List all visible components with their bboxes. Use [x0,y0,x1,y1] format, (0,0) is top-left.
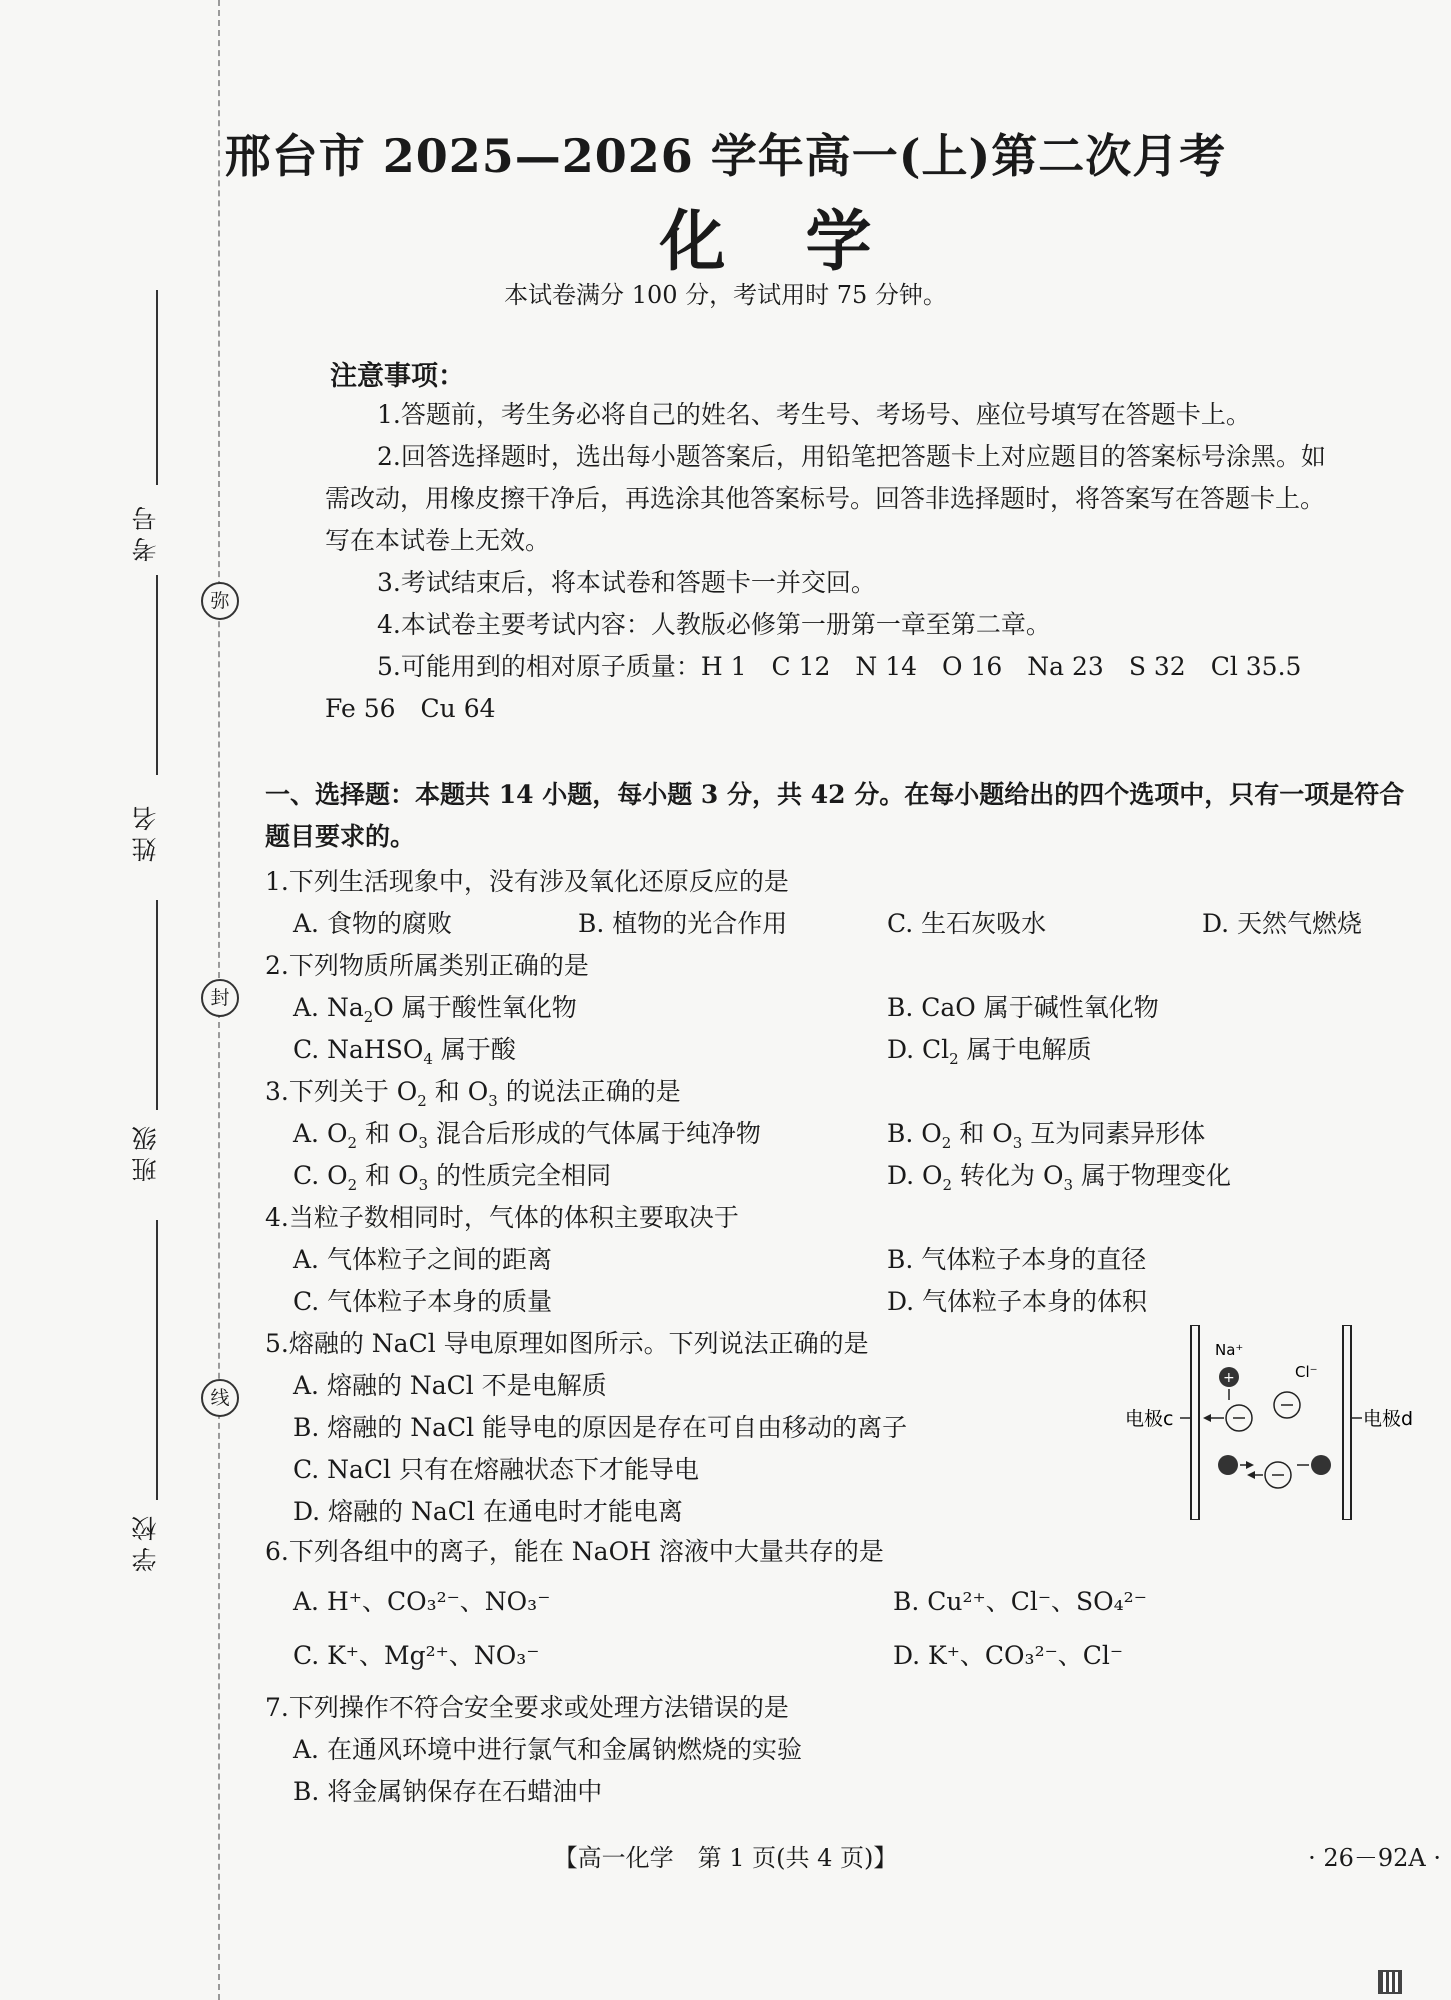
notice-heading: 注意事项： [330,361,465,392]
q3-option-d: D. $O_2$ 转化为 $O_3$ 属于物理变化 [887,1161,1231,1194]
q2-option-b: B. CaO 属于碱性氧化物 [887,993,1159,1022]
school-line [156,1220,158,1500]
electrode-c-label: 电极c [1125,1408,1174,1430]
subject-title: 化学 [659,202,952,280]
exam-info: 本试卷满分 100 分，考试用时 75 分钟。 [504,281,947,309]
electrode-d [1343,1325,1351,1520]
molten-nacl-conduction-diagram [1125,1325,1445,1520]
notice-item-5-line2: Fe 56 Cu 64 [325,694,496,723]
q5-option-a: A. 熔融的 NaCl 不是电解质 [293,1371,607,1400]
q5-option-b: B. 熔融的 NaCl 能导电的原因是存在可自由移动的离子 [293,1413,908,1442]
q6-option-c: C. K⁺、Mg²⁺、NO₃⁻ [293,1641,540,1670]
name-line [156,575,158,775]
q1-option-c: C. 生石灰吸水 [887,909,1047,938]
svg-text:+: + [1223,1370,1235,1386]
exam-number-line [156,290,158,485]
notice-item-5-line1: 5.可能用到的相对原子质量：H 1 C 12 N 14 O 16 Na 23 S 32 Cl 35.5 [377,652,1302,681]
notice-item-4: 4.本试卷主要考试内容：人教版必修第一册第一章至第二章。 [377,610,1051,639]
notice-item-3: 3.考试结束后，将本试卷和答题卡一并交回。 [377,568,876,597]
q4-option-b: B. 气体粒子本身的直径 [887,1245,1147,1274]
q6-option-a: A. H⁺、CO₃²⁻、NO₃⁻ [293,1587,551,1616]
page-footer: 【高一化学 第 1 页(共 4 页)】 [553,1844,898,1872]
q1-option-a: A. 食物的腐败 [293,909,452,938]
section-1-heading [265,774,1415,858]
q4-option-d: D. 气体粒子本身的体积 [887,1287,1148,1316]
q7-option-b: B. 将金属钠保存在石蜡油中 [293,1777,603,1806]
question-3-stem: 3.下列关于 $O_2$ 和 $O_3$ 的说法正确的是 [265,1077,681,1110]
question-1-stem: 1.下列生活现象中，没有涉及氧化还原反应的是 [265,867,789,896]
na-ion-2 [1218,1455,1238,1475]
q3-option-a: A. $O_2$ 和 $O_3$ 混合后形成的气体属于纯净物 [293,1119,761,1152]
exam-title: 邢台市 2025—2026 学年高一(上)第二次月考 [224,129,1227,183]
q6-option-d: D. K⁺、CO₃²⁻、Cl⁻ [893,1641,1124,1670]
exam-number-label: 考号 [131,500,160,562]
q3-option-b: B. $O_2$ 和 $O_3$ 互为同素异形体 [887,1119,1206,1152]
q5-option-c: C. NaCl 只有在熔融状态下才能导电 [293,1455,699,1484]
q1-option-d: D. 天然气燃烧 [1202,909,1363,938]
q1-option-b: B. 植物的光合作用 [578,909,788,938]
q2-option-a: A. $Na_2O$ 属于酸性氧化物 [293,993,577,1026]
seal-char-feng: 封 [201,979,239,1017]
na-ion-3 [1311,1455,1331,1475]
name-label: 姓名 [131,800,160,862]
question-2-stem: 2.下列物质所属类别正确的是 [265,951,589,980]
electrode-d-label: 电极d [1363,1408,1414,1430]
seal-char-mi: 弥 [201,582,239,620]
notice-item-2: 2.回答选择题时，选出每小题答案后，用铅笔把答题卡上对应题目的答案标号涂黑。如需改动，用橡皮擦干净后，再选涂其他答案标号。回答非选择题时，将答案写在答题卡上。写在本试卷上无效。 [325,442,1326,555]
q2-option-c: C. NaHSO$_4$ 属于酸 [293,1035,516,1068]
na-ion-label: Na⁺ [1215,1341,1244,1359]
class-label: 班级 [131,1120,160,1182]
school-label: 学校 [131,1510,160,1572]
q4-option-a: A. 气体粒子之间的距离 [293,1245,552,1274]
question-5-stem: 5.熔融的 NaCl 导电原理如图所示。下列说法正确的是 [265,1329,869,1358]
class-line [156,900,158,1110]
q7-option-a: A. 在通风环境中进行氯气和金属钠燃烧的实验 [293,1735,802,1764]
q6-option-b: B. Cu²⁺、Cl⁻、SO₄²⁻ [893,1587,1147,1616]
notice-item-1: 1.答题前，考生务必将自己的姓名、考生号、考场号、座位号填写在答题卡上。 [377,400,1251,429]
q2-option-d: D. $Cl_2$ 属于电解质 [887,1035,1092,1068]
q5-option-d: D. 熔融的 NaCl 在通电时才能电离 [293,1497,683,1526]
q3-option-c: C. $O_2$ 和 $O_3$ 的性质完全相同 [293,1161,612,1194]
exam-code: · 26－92A · [1308,1844,1441,1872]
qr-code-icon [1378,1970,1402,1994]
seal-char-xian: 线 [201,1379,239,1417]
question-4-stem: 4.当粒子数相同时，气体的体积主要取决于 [265,1203,739,1232]
question-6-stem: 6.下列各组中的离子，能在 NaOH 溶液中大量共存的是 [265,1537,884,1566]
electrode-c [1191,1325,1199,1520]
cl-ion-label: Cl⁻ [1295,1363,1318,1381]
question-7-stem: 7.下列操作不符合安全要求或处理方法错误的是 [265,1693,789,1722]
section-1-heading-text: 一、选择题：本题共 14 小题，每小题 3 分，共 42 分。在每小题给出的四个选项中，只有一项是符合题目要求的。 [265,780,1405,851]
q4-option-c: C. 气体粒子本身的质量 [293,1287,553,1316]
